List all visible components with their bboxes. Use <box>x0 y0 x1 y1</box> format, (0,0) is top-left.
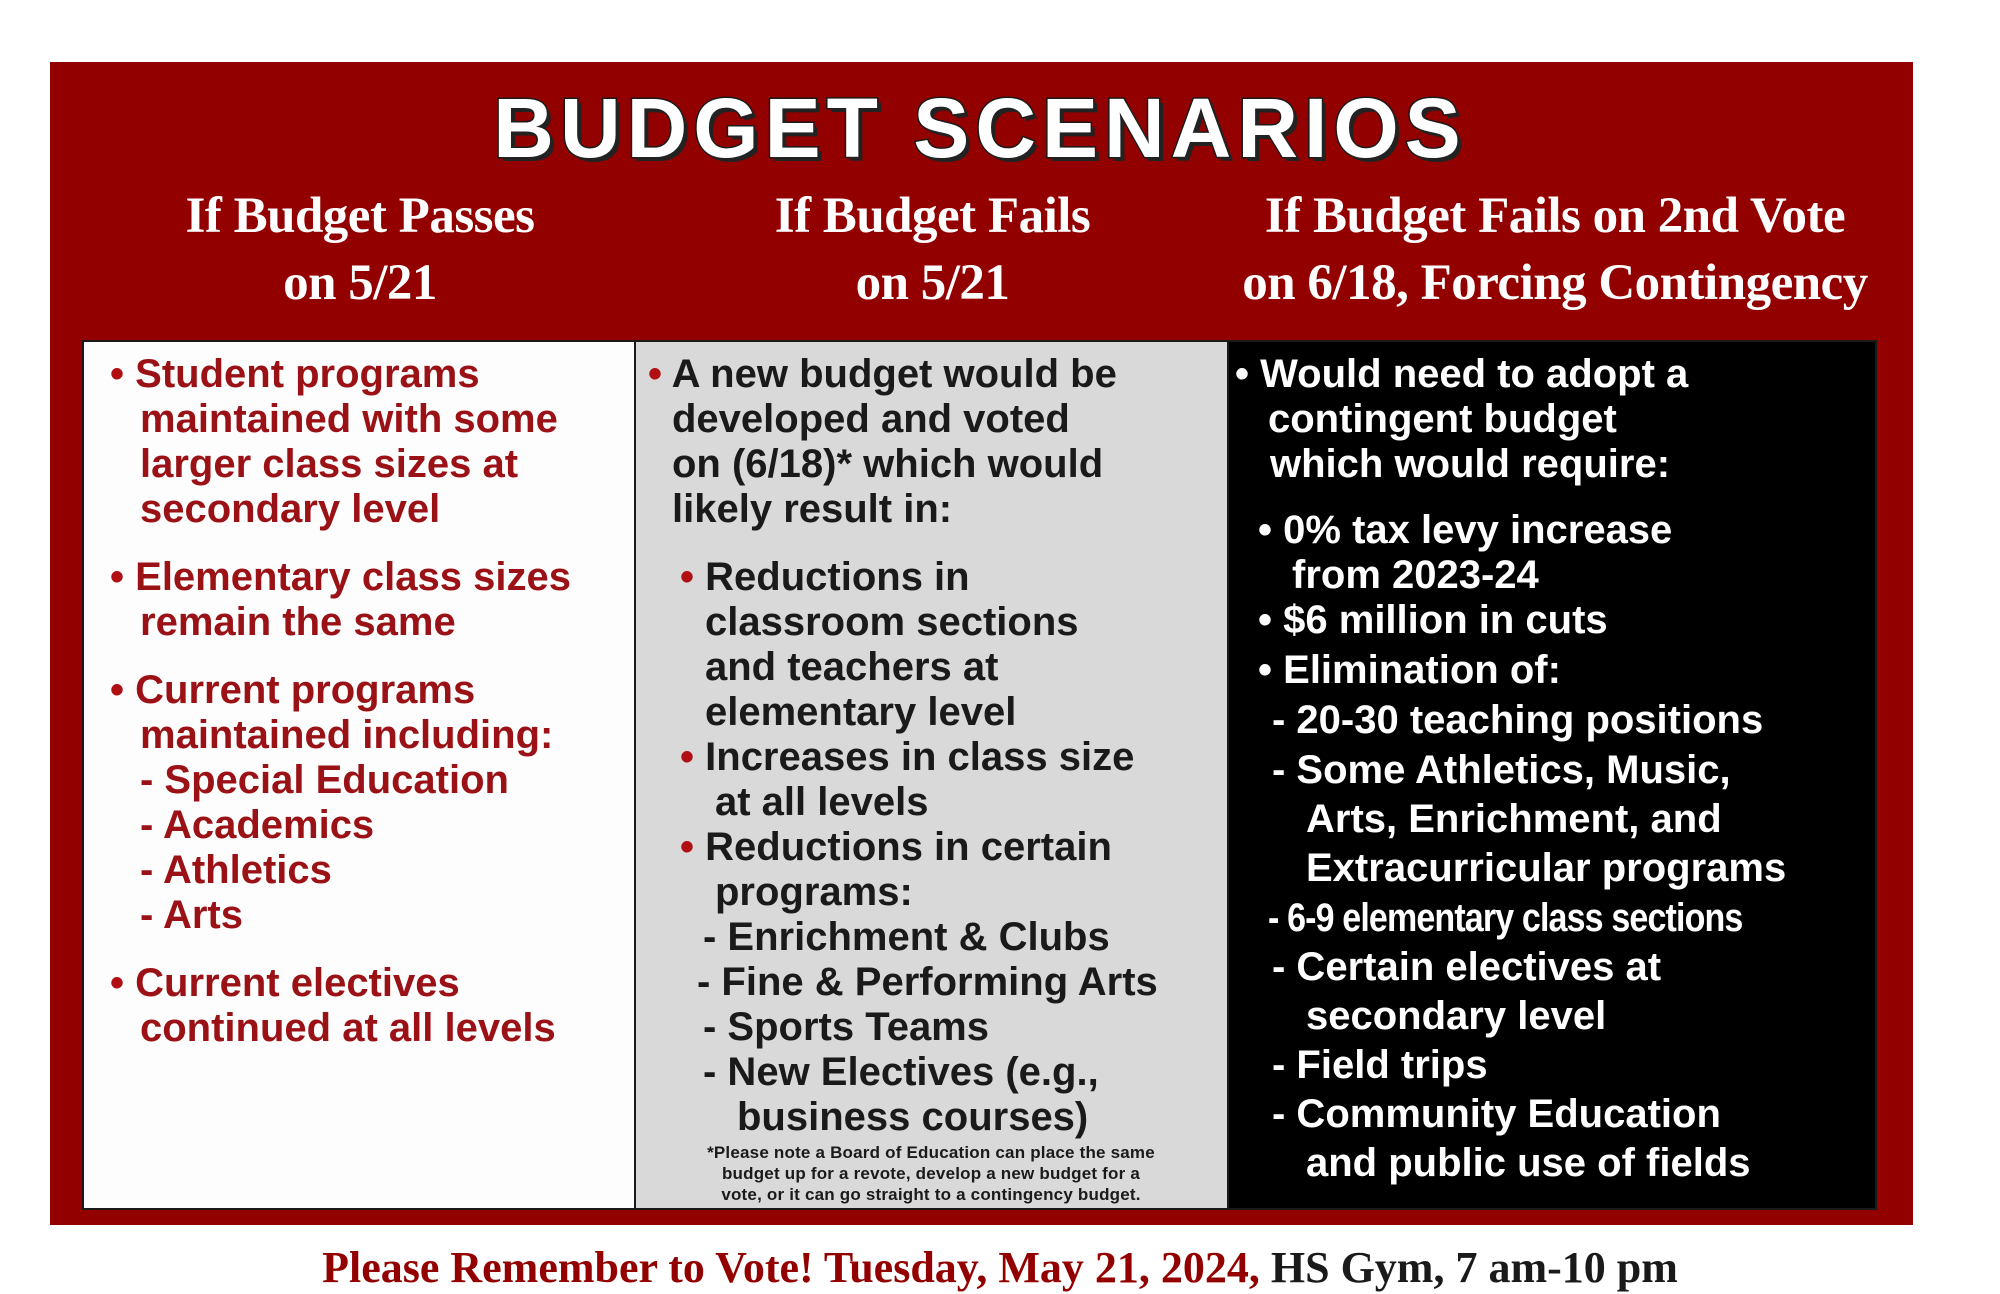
bullet-glyph: • <box>680 825 695 869</box>
column-heading-contingency <box>1225 183 1885 317</box>
list-line: secondary level <box>140 487 441 531</box>
line-text: Current programs <box>135 668 476 712</box>
list-line: - 20-30 teaching positions <box>1272 698 1764 742</box>
line-text: Increases in class size <box>705 735 1135 779</box>
line-text: Reductions in <box>705 555 970 599</box>
bullet-glyph: • <box>680 555 695 599</box>
line-text: Would need to adopt a <box>1260 352 1689 396</box>
list-line: - 6-9 elementary class sections <box>1268 896 1743 940</box>
heading-line: on 6/18, Forcing Contingency <box>1242 255 1868 311</box>
vote-reminder <box>0 1242 2000 1293</box>
line-text: 0% tax levy increase <box>1283 508 1673 552</box>
list-line: maintained with some <box>140 397 558 441</box>
list-line: from 2023-24 <box>1292 553 1539 597</box>
list-line: secondary level <box>1306 994 1607 1038</box>
list-line: - Enrichment & Clubs <box>703 915 1110 959</box>
list-line: remain the same <box>140 600 456 644</box>
line-text: Elementary class sizes <box>135 555 571 599</box>
list-line: - Athletics <box>140 848 332 892</box>
page-title: BUDGET SCENARIOS <box>493 81 1467 175</box>
line-text: Elimination of: <box>1283 648 1561 692</box>
list-line: larger class sizes at <box>140 442 519 486</box>
footnote-line: budget up for a revote, develop a new budget for a <box>721 1164 1141 1183</box>
line-text: Student programs <box>135 352 480 396</box>
heading-line: on 5/21 <box>855 255 1010 311</box>
bullet-item <box>680 735 1134 780</box>
list-line: on (6/18)* which would <box>672 442 1104 486</box>
reminder-location: HS Gym, 7 am-10 pm <box>1270 1243 1678 1292</box>
bullet-glyph: • <box>1258 508 1273 552</box>
bullet-item <box>680 825 1112 870</box>
line-text: A new budget would be <box>671 352 1117 396</box>
heading-line: on 5/21 <box>283 255 437 311</box>
list-line: and teachers at <box>705 645 999 689</box>
list-line: classroom sections <box>705 600 1079 644</box>
footnote <box>636 1142 1226 1205</box>
heading-line: If Budget Passes <box>185 188 535 244</box>
bullet-glyph: • <box>680 735 695 779</box>
bullet-glyph: • <box>110 668 125 712</box>
list-line: - Some Athletics, Music, <box>1272 748 1731 792</box>
bullet-glyph: • <box>1258 598 1273 642</box>
list-line: - Special Education <box>140 758 509 802</box>
line-text: Reductions in certain <box>705 825 1112 869</box>
bullet-item <box>1258 648 1561 693</box>
column-heading-fails <box>640 183 1225 317</box>
footnote-line: vote, or it can go straight to a contingency budget. <box>721 1185 1141 1204</box>
bullet-item <box>110 961 460 1006</box>
bullet-glyph: • <box>110 555 125 599</box>
list-line: programs: <box>715 870 913 914</box>
bullet-item <box>1235 352 1688 397</box>
heading-line: If Budget Fails on 2nd Vote <box>1264 188 1846 244</box>
bullet-item <box>110 352 480 397</box>
footnote-line: *Please note a Board of Education can place the same <box>707 1143 1155 1162</box>
list-line: at all levels <box>715 780 929 824</box>
bullet-glyph: • <box>1258 648 1273 692</box>
bullet-glyph: • <box>110 961 125 1005</box>
bullet-item <box>1258 598 1608 643</box>
list-line: - Community Education <box>1272 1092 1721 1136</box>
bullet-glyph: • <box>110 352 125 396</box>
bullet-glyph: • <box>648 352 663 396</box>
list-line: elementary level <box>705 690 1017 734</box>
list-line: - Certain electives at <box>1272 945 1662 989</box>
bullet-item <box>110 668 475 713</box>
bullet-glyph: • <box>1235 352 1250 396</box>
bullet-item <box>648 352 1117 397</box>
list-line: - Arts <box>140 893 243 937</box>
list-line: - Fine & Performing Arts <box>697 960 1158 1004</box>
list-line: which would require: <box>1270 442 1671 486</box>
bullet-item <box>110 555 571 600</box>
list-line: Arts, Enrichment, and <box>1306 797 1722 841</box>
bullet-item <box>1258 508 1672 553</box>
heading-line: If Budget Fails <box>774 188 1091 244</box>
line-text: $6 million in cuts <box>1283 598 1608 642</box>
list-line: - New Electives (e.g., <box>703 1050 1099 1094</box>
reminder-text: Please Remember to Vote! Tuesday, May 21, 2024, <box>322 1243 1260 1292</box>
list-line: likely result in: <box>672 487 953 531</box>
list-line: business courses) <box>737 1095 1089 1139</box>
bullet-item <box>680 555 970 600</box>
list-line: continued at all levels <box>140 1006 556 1050</box>
list-line: maintained including: <box>140 713 554 757</box>
list-line: - Field trips <box>1272 1043 1488 1087</box>
list-line: contingent budget <box>1268 397 1617 441</box>
list-line: developed and voted <box>672 397 1070 441</box>
list-line: - Sports Teams <box>703 1005 989 1049</box>
line-text: Current electives <box>135 961 460 1005</box>
list-line: - Academics <box>140 803 375 847</box>
list-line: Extracurricular programs <box>1306 846 1787 890</box>
column-heading-passes <box>100 183 620 317</box>
list-line: and public use of fields <box>1306 1141 1751 1185</box>
